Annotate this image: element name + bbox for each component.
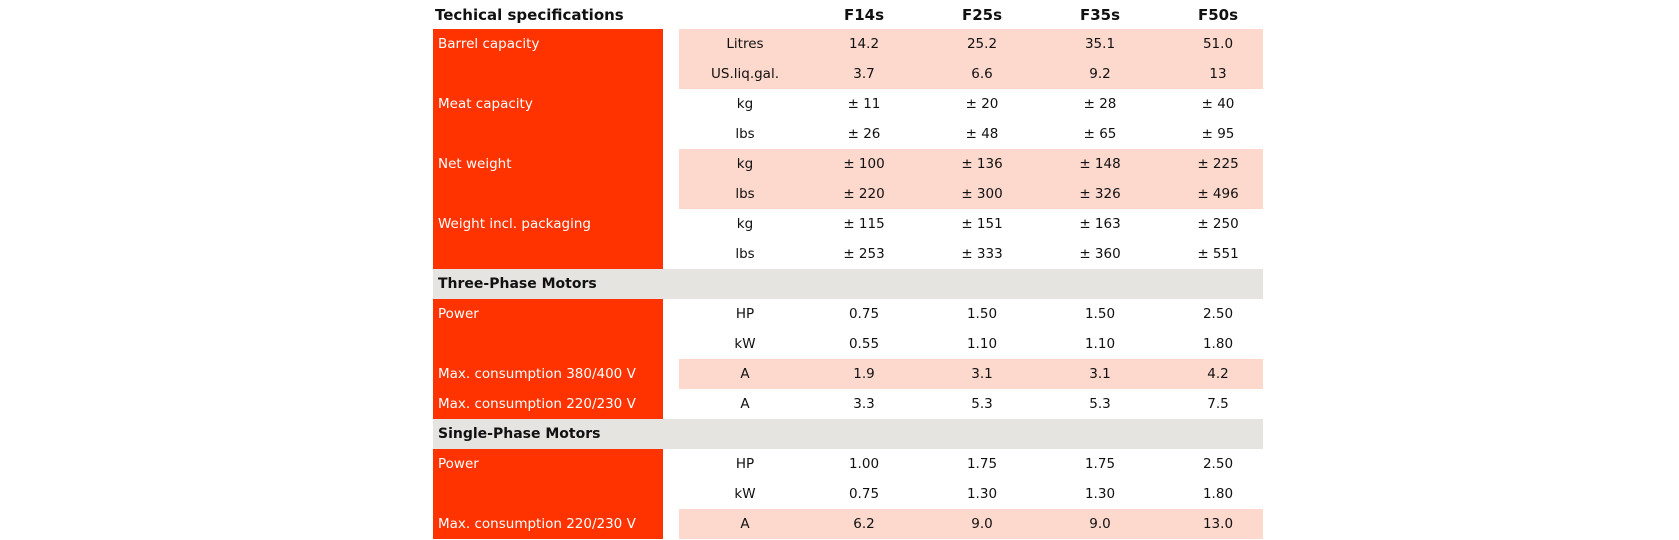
unit-cell: A: [740, 516, 750, 532]
value-cell: 1.75: [1084, 456, 1116, 472]
value-cell: ± 20: [965, 96, 999, 112]
value-cell: 1.10: [1084, 336, 1116, 352]
spec-label: Meat capacity: [438, 96, 533, 112]
value-cell: ± 26: [847, 126, 881, 142]
value-cell: ± 100: [843, 156, 885, 172]
value-cell: ± 95: [1201, 126, 1235, 142]
value-cell: 7.5: [1207, 396, 1229, 412]
value-cell: ± 11: [847, 96, 881, 112]
value-cell: 1.30: [1084, 486, 1116, 502]
section-title: Three-Phase Motors: [438, 276, 597, 292]
unit-cell: Litres: [726, 36, 764, 52]
value-cell: 1.80: [1202, 336, 1234, 352]
value-cell: 13.0: [1202, 516, 1234, 532]
table-row: [433, 119, 1263, 149]
unit-cell: kW: [734, 486, 756, 502]
model-header: F25s: [961, 5, 1003, 24]
value-cell: ± 48: [965, 126, 999, 142]
model-header: F50s: [1197, 5, 1239, 24]
table-row: [433, 299, 1263, 329]
value-cell: ± 148: [1079, 156, 1121, 172]
spec-label: Power: [438, 306, 479, 322]
unit-cell: HP: [735, 306, 755, 322]
specifications-table: [433, 0, 1263, 539]
unit-cell: lbs: [735, 126, 755, 142]
value-cell: 25.2: [966, 36, 998, 52]
spec-label: Barrel capacity: [438, 36, 540, 52]
value-cell: 3.7: [853, 66, 875, 82]
unit-cell: kW: [734, 336, 756, 352]
value-cell: 1.10: [966, 336, 998, 352]
table-row: [433, 449, 1263, 479]
value-cell: 9.0: [971, 516, 993, 532]
table-title: Techical specifications: [435, 5, 624, 24]
value-cell: ± 360: [1079, 246, 1121, 262]
unit-cell: HP: [735, 456, 755, 472]
value-cell: ± 115: [843, 216, 885, 232]
value-cell: 9.2: [1089, 66, 1111, 82]
table-row: [433, 149, 1263, 179]
table-row: [433, 479, 1263, 509]
value-cell: 13: [1209, 66, 1227, 82]
model-header: F14s: [843, 5, 885, 24]
value-cell: ± 300: [961, 186, 1003, 202]
value-cell: ± 136: [961, 156, 1003, 172]
value-cell: ± 220: [843, 186, 885, 202]
value-cell: 0.55: [848, 336, 880, 352]
value-cell: ± 333: [961, 246, 1003, 262]
spec-label: Max. consumption 220/230 V: [438, 396, 636, 412]
value-cell: ± 326: [1079, 186, 1121, 202]
unit-cell: A: [740, 366, 750, 382]
unit-cell: kg: [736, 216, 754, 232]
value-cell: ± 40: [1201, 96, 1235, 112]
value-cell: 1.9: [853, 366, 875, 382]
table-row: [433, 59, 1263, 89]
value-cell: 5.3: [971, 396, 993, 412]
value-cell: 6.2: [853, 516, 875, 532]
value-cell: 5.3: [1089, 396, 1111, 412]
spec-label: Max. consumption 380/400 V: [438, 366, 636, 382]
value-cell: 1.30: [966, 486, 998, 502]
spec-group: [433, 299, 1263, 419]
value-cell: 4.2: [1207, 366, 1229, 382]
unit-cell: lbs: [735, 186, 755, 202]
spec-group: [433, 29, 1263, 269]
value-cell: 1.00: [848, 456, 880, 472]
value-cell: 0.75: [848, 486, 880, 502]
unit-cell: lbs: [735, 246, 755, 262]
spec-group: [433, 449, 1263, 539]
unit-cell: US.liq.gal.: [711, 66, 779, 82]
value-cell: 35.1: [1084, 36, 1116, 52]
value-cell: ± 225: [1197, 156, 1239, 172]
value-cell: 0.75: [848, 306, 880, 322]
value-cell: ± 163: [1079, 216, 1121, 232]
table-row: [433, 329, 1263, 359]
value-cell: ± 151: [961, 216, 1003, 232]
spec-label: Net weight: [438, 156, 512, 172]
value-cell: 1.80: [1202, 486, 1234, 502]
value-cell: 3.1: [1089, 366, 1111, 382]
value-cell: 3.1: [971, 366, 993, 382]
table-row: [433, 29, 1263, 59]
unit-cell: A: [740, 396, 750, 412]
unit-cell: kg: [736, 96, 754, 112]
spec-label: Power: [438, 456, 479, 472]
value-cell: 2.50: [1202, 456, 1234, 472]
value-cell: ± 496: [1197, 186, 1239, 202]
value-cell: 9.0: [1089, 516, 1111, 532]
value-cell: 3.3: [853, 396, 875, 412]
value-cell: 51.0: [1202, 36, 1234, 52]
value-cell: ± 253: [843, 246, 885, 262]
table-row: [433, 239, 1263, 269]
value-cell: 6.6: [971, 66, 993, 82]
value-cell: 1.75: [966, 456, 998, 472]
value-cell: ± 28: [1083, 96, 1117, 112]
table-row: [433, 179, 1263, 209]
value-cell: 1.50: [966, 306, 998, 322]
table-body: [433, 29, 1263, 539]
section-title: Single-Phase Motors: [438, 426, 601, 442]
value-cell: 2.50: [1202, 306, 1234, 322]
model-header: F35s: [1079, 5, 1121, 24]
unit-cell: kg: [736, 156, 754, 172]
table-header-row: [433, 0, 1263, 29]
value-cell: ± 551: [1197, 246, 1239, 262]
section-header-row: [433, 419, 1263, 449]
spec-label: Max. consumption 220/230 V: [438, 516, 636, 532]
spec-label: Weight incl. packaging: [438, 216, 591, 232]
table-row: [433, 89, 1263, 119]
value-cell: ± 250: [1197, 216, 1239, 232]
value-cell: ± 65: [1083, 126, 1117, 142]
value-cell: 14.2: [848, 36, 880, 52]
section-header-row: [433, 269, 1263, 299]
value-cell: 1.50: [1084, 306, 1116, 322]
